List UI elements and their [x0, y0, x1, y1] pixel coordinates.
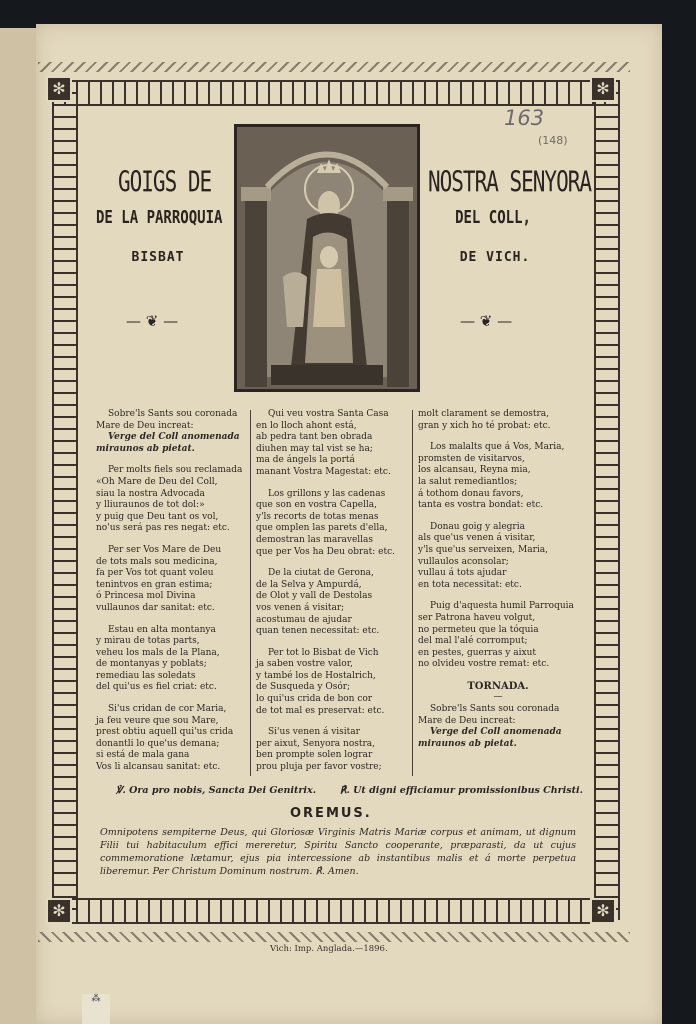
verse-line: Estau en alta montanya [108, 624, 216, 635]
verse-line: si está de mala gana [96, 750, 190, 761]
frame-right-border [594, 80, 620, 920]
column-divider [412, 410, 413, 776]
verse-line: del mal l'alé corromput; [418, 636, 528, 647]
verse-line: Per ser Vos Mare de Deu [108, 544, 222, 555]
verse-refrain-line: Verge del Coll anomenada [430, 727, 562, 738]
verse-line: promsten de visitarvos, [418, 453, 525, 464]
verse-line: vullaunos dar sanitat: etc. [96, 602, 215, 613]
title-left-line3: BISBAT [131, 250, 185, 265]
verse-line: ma de ángels la portá [256, 455, 355, 466]
verse-line: Qui veu vostra Santa Casa [268, 409, 389, 419]
verse-line: siau la nostra Advocada [96, 488, 205, 499]
verse-line: fa per Vos tot quant voleu [96, 568, 214, 579]
title-left-line1: GOIGS DE [118, 165, 212, 199]
verse-line: y puig que Deu tant os vol, [96, 511, 219, 522]
verse-line: demostran las maravellas [256, 534, 374, 545]
verse-line: de montanyas y poblats; [96, 659, 207, 670]
verse-line: y lliuraunos de tot dol:» [96, 500, 205, 511]
verse-line: tanta es vostra bondat: etc. [418, 500, 544, 511]
verse-line: de tots mals sou medicina, [96, 556, 218, 567]
verse-line: y també los de Hostalrich, [256, 670, 376, 681]
verse-line: en pestes, guerras y aixut [418, 647, 536, 658]
frame-top-pattern [38, 62, 630, 72]
verse-line: Donau goig y alegria [430, 521, 525, 532]
verse-line: lo qui'us crida de bon cor [256, 694, 373, 705]
verse-line: ja feu veure que sou Mare, [96, 715, 219, 726]
verse-line: Si'us venen á visitar [268, 727, 360, 738]
verse-line: ab pedra tant ben obrada [256, 432, 373, 443]
oremus-heading: OREMUS. [290, 806, 372, 821]
verse-line: la salut remediantlos; [418, 476, 518, 487]
verse-line: Sobre'ls Sants sou coronada [430, 704, 560, 715]
title-right-line1: NOSTRA SENYORA [428, 165, 592, 199]
verse-refrain-line: Verge del Coll anomenada [108, 432, 240, 443]
verse-line: Sobre'ls Sants sou coronada [108, 409, 238, 419]
verse-line: no permeteu que la tóquia [418, 624, 539, 635]
verse-line: Mare de Deu increat: [96, 420, 194, 431]
verse-column-3 [418, 409, 578, 750]
verse-line: que per Vos ha Deu obrat: etc. [256, 546, 395, 557]
verse-line: que omplen las parets d'ella, [256, 523, 388, 534]
verse-line: ser Patrona haveu volgut, [418, 612, 536, 623]
frame-left-border [52, 80, 78, 920]
verse-line: Per molts fiels sou reclamada [108, 465, 243, 476]
title-left-line2: DE LA PARROQUIA [96, 208, 223, 228]
verse-line: donantli lo que'us demana; [96, 738, 220, 749]
library-stamp-icon: ⁂ [82, 994, 110, 1024]
verse-line: de Susqueda y Osór; [256, 682, 351, 693]
verse-line: Puig d'aquesta humil Parroquia [430, 601, 574, 612]
verse-line: no'us será pas res negat: etc. [96, 523, 230, 534]
corner-ornament-icon [590, 76, 616, 102]
verse-line: prou pluja per favor vostre; [256, 762, 382, 773]
verse-line: Per tot lo Bisbat de Vich [268, 647, 379, 658]
virgin-and-child-illustration [237, 127, 417, 389]
verse-line: vos venen á visitar; [256, 602, 345, 613]
frame-bottom-border [52, 898, 616, 924]
printer-imprint: Vich: Imp. Anglada.—1896. [270, 944, 388, 954]
verse-line: en lo lloch ahont está, [256, 420, 357, 431]
verse-line: ó Princesa mol Divina [96, 591, 196, 602]
verse-line: ben prompte solen lograr [256, 750, 373, 761]
verse-line: acostumau de ajudar [256, 614, 352, 625]
title-right-line2: DEL COLL, [455, 208, 531, 228]
verse-line: Los malalts que á Vos, Maria, [430, 442, 565, 453]
corner-ornament-icon [46, 898, 72, 924]
verse-line: á tothom donau favors, [418, 488, 524, 499]
verse-line: per aixut, Senyora nostra, [256, 738, 376, 749]
corner-ornament-icon [590, 898, 616, 924]
verse-line: vullaulos aconsolar; [418, 556, 509, 567]
column-divider [250, 410, 251, 776]
tornada-heading: TORNADA. [467, 680, 529, 692]
verse-line: als que'us venen á visitar, [418, 533, 536, 544]
virgin-engraving-image [234, 124, 420, 392]
verse-line: de tot mal es preservat: etc. [256, 705, 385, 716]
versicle-text: ℣. Ora pro nobis, Sancta Dei Genitrix. [116, 785, 317, 796]
verse-line: ja saben vostre valor, [256, 659, 353, 670]
verse-line: gran y xich ho té probat: etc. [418, 420, 551, 431]
verse-line: Vos li alcansau sanitat: etc. [96, 762, 221, 773]
verse-line: que son en vostra Capella, [256, 500, 378, 511]
tornada-rule: — [493, 692, 503, 703]
verse-line: del qui'us es fiel criat: etc. [96, 682, 217, 693]
verse-column-2 [256, 409, 408, 774]
pencil-catalog-subnumber: (148) [538, 134, 568, 147]
verse-line: Mare de Deu increat: [418, 715, 516, 726]
verse-refrain-line: miraunos ab pietat. [418, 738, 517, 749]
pencil-catalog-number: 163 [504, 106, 545, 130]
response-text: ℟. Ut digni efficiamur promissionibus Christi. [340, 785, 583, 796]
title-right-line3: DE VICH. [459, 250, 531, 265]
verse-column-1 [96, 409, 244, 774]
verse-line: y mirau de totas parts, [96, 636, 200, 647]
floral-ornament-icon: — ❦ — [460, 312, 513, 330]
verse-line: no olvideu vostre remat: etc. [418, 659, 550, 670]
verse-line: y'ls recorts de totas menas [256, 511, 379, 522]
verse-line: manant Vostra Magestat: etc. [256, 466, 391, 477]
verse-line: vullau á tots ajudar [418, 568, 507, 579]
floral-ornament-icon: — ❦ — [126, 312, 179, 330]
frame-bottom-pattern [38, 932, 630, 942]
verse-line: remediau las soledats [96, 670, 196, 681]
verse-line: de la Selva y Ampurdá, [256, 579, 362, 590]
verse-line: diuhen may tal vist se ha; [256, 443, 373, 454]
frame-top-border [52, 80, 616, 106]
prayer-text: Omnipotens sempiterne Deus, qui Gloriosæ Virginis Matris Mariæ corpus et animam, ut dignum Filii tui habitaculum effici mereretur, Spiritu Sancto cooperante, præparasti, da ut cujus commemoratione lætamur, ejus pia intercessione ab instantibus malis et á morte perpetua liberemur. Per Christum Dominum nostrum. ℟. Amen. [100, 827, 576, 877]
verse-line: veheu los mals de la Plana, [96, 647, 220, 658]
verse-line: «Oh Mare de Deu del Coll, [96, 476, 218, 487]
verse-line: prest obtiu aquell qui'us crida [96, 727, 234, 738]
corner-ornament-icon [46, 76, 72, 102]
verse-line: quan tenen necessitat: etc. [256, 626, 380, 637]
verse-line: en tota necessitat: etc. [418, 579, 522, 590]
verse-line: tenintvos en gran estima; [96, 579, 213, 590]
verse-line: Si'us cridan de cor Maria, [108, 704, 227, 715]
verse-line: De la ciutat de Gerona, [268, 568, 374, 579]
verse-line: de Olot y vall de Destolas [256, 591, 373, 602]
verse-refrain-line: miraunos ab pietat. [96, 443, 195, 454]
verse-line: y'ls que'us serveixen, Maria, [418, 544, 548, 555]
verse-line: Los grillons y las cadenas [268, 488, 386, 499]
verse-line: molt clarament se demostra, [418, 409, 550, 419]
verse-line: los alcansau, Reyna mia, [418, 465, 531, 476]
